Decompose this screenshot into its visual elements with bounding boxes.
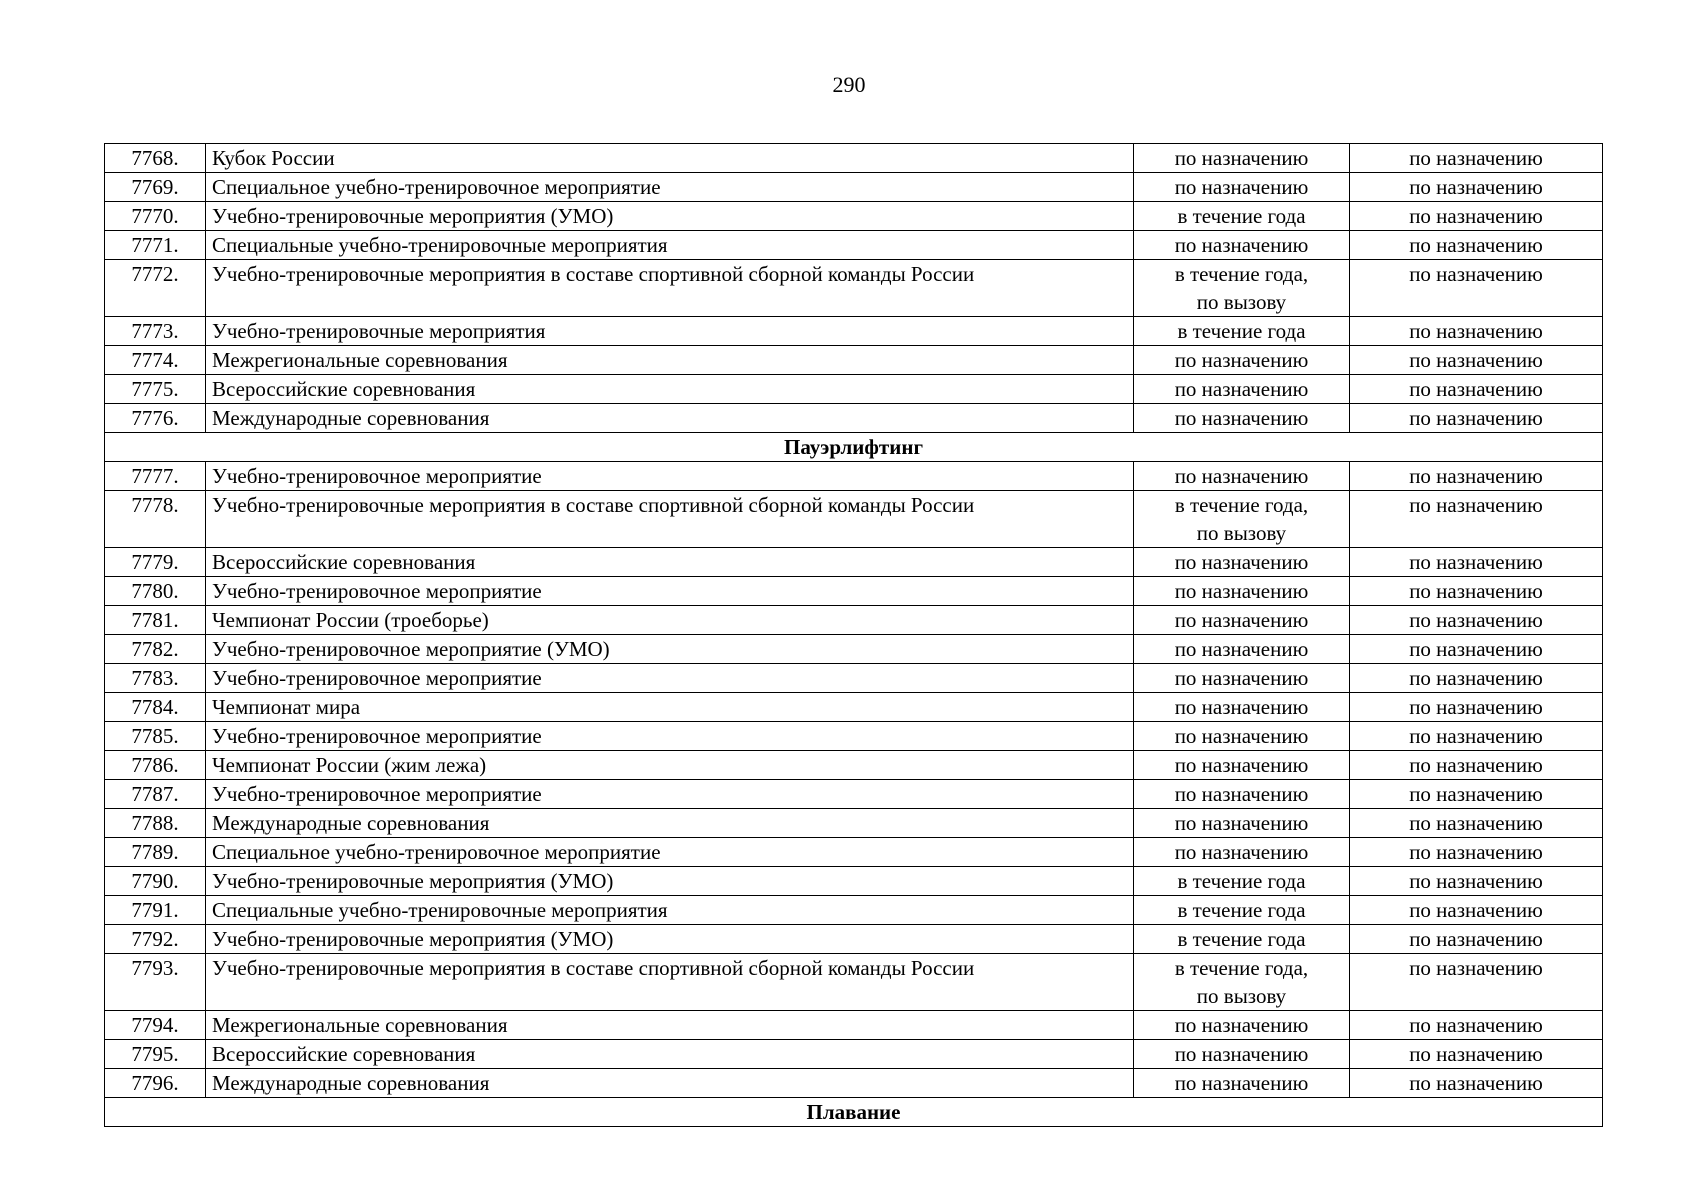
table-row [105,346,1603,375]
event-name: Учебно-тренировочные мероприятия [206,317,1134,346]
event-time: по назначению [1134,751,1350,780]
event-time-line: в течение года, [1174,493,1309,517]
event-place: по назначению [1350,896,1603,925]
table-row [105,635,1603,664]
event-place: по назначению [1350,1011,1603,1040]
event-time: по назначению [1134,693,1350,722]
table-row [105,751,1603,780]
row-number: 7792. [105,925,206,954]
row-number: 7788. [105,809,206,838]
event-name: Учебно-тренировочное мероприятие [206,780,1134,809]
table-row [105,548,1603,577]
event-name: Международные соревнования [206,1069,1134,1098]
event-name: Учебно-тренировочное мероприятие [206,577,1134,606]
row-number: 7785. [105,722,206,751]
event-time: по назначению [1134,173,1350,202]
row-number: 7787. [105,780,206,809]
row-number: 7790. [105,867,206,896]
event-name: Учебно-тренировочное мероприятие (УМО) [206,635,1134,664]
event-time: по назначению [1134,780,1350,809]
event-place: по назначению [1350,404,1603,433]
event-name: Специальные учебно-тренировочные мероприятия [206,896,1134,925]
table-row [105,260,1603,317]
section-title: Плавание [105,1098,1603,1127]
event-place: по назначению [1350,925,1603,954]
row-number: 7775. [105,375,206,404]
event-name: Учебно-тренировочное мероприятие [206,462,1134,491]
table-row [105,606,1603,635]
event-place: по назначению [1350,231,1603,260]
event-place: по назначению [1350,462,1603,491]
table-row [105,375,1603,404]
event-place: по назначению [1350,809,1603,838]
event-time: по назначению [1134,346,1350,375]
row-number: 7771. [105,231,206,260]
event-name: Учебно-тренировочное мероприятие [206,722,1134,751]
event-name: Чемпионат России (жим лежа) [206,751,1134,780]
event-name: Учебно-тренировочные мероприятия в составе спортивной сборной команды России [206,954,1134,1011]
event-place: по назначению [1350,954,1603,1011]
table-row [105,404,1603,433]
table-row [105,664,1603,693]
event-name: Учебно-тренировочные мероприятия в составе спортивной сборной команды России [206,491,1134,548]
event-name: Всероссийские соревнования [206,375,1134,404]
event-place: по назначению [1350,838,1603,867]
event-time: по назначению [1134,462,1350,491]
event-place: по назначению [1350,577,1603,606]
event-place: по назначению [1350,693,1603,722]
section-header-row [105,433,1603,462]
table-row [105,780,1603,809]
event-time [1134,954,1350,1011]
event-name: Межрегиональные соревнования [206,346,1134,375]
event-place: по назначению [1350,722,1603,751]
event-place: по назначению [1350,375,1603,404]
table-row [105,231,1603,260]
event-time-line: по вызову [1196,984,1287,1008]
row-number: 7791. [105,896,206,925]
event-time-line: по вызову [1196,290,1287,314]
event-time: по назначению [1134,635,1350,664]
table-row [105,838,1603,867]
table-row [105,693,1603,722]
event-time: по назначению [1134,231,1350,260]
row-number: 7768. [105,144,206,173]
table-row [105,867,1603,896]
row-number: 7777. [105,462,206,491]
event-time: в течение года [1134,867,1350,896]
row-number: 7780. [105,577,206,606]
table-row [105,173,1603,202]
event-time [1134,491,1350,548]
event-place: по назначению [1350,317,1603,346]
event-place: по назначению [1350,173,1603,202]
event-time: по назначению [1134,664,1350,693]
event-name: Международные соревнования [206,809,1134,838]
row-number: 7781. [105,606,206,635]
table-row [105,722,1603,751]
event-place: по назначению [1350,491,1603,548]
row-number: 7783. [105,664,206,693]
event-time-line: в течение года, [1174,956,1309,980]
event-place: по назначению [1350,780,1603,809]
table-row [105,317,1603,346]
table-row [105,144,1603,173]
events-table [104,143,1603,1127]
event-place: по назначению [1350,867,1603,896]
row-number: 7776. [105,404,206,433]
row-number: 7789. [105,838,206,867]
table-row [105,1069,1603,1098]
event-time: в течение года [1134,925,1350,954]
row-number: 7786. [105,751,206,780]
row-number: 7794. [105,1011,206,1040]
table-row [105,491,1603,548]
row-number: 7779. [105,548,206,577]
event-name: Учебно-тренировочные мероприятия (УМО) [206,925,1134,954]
section-header-row [105,1098,1603,1127]
event-time: по назначению [1134,1069,1350,1098]
event-time: в течение года [1134,202,1350,231]
row-number: 7782. [105,635,206,664]
event-name: Всероссийские соревнования [206,548,1134,577]
row-number: 7772. [105,260,206,317]
event-time [1134,260,1350,317]
table-row [105,202,1603,231]
event-time: по назначению [1134,606,1350,635]
table-row [105,462,1603,491]
event-name: Чемпионат России (троеборье) [206,606,1134,635]
table-row [105,1040,1603,1069]
table-row [105,1011,1603,1040]
event-place: по назначению [1350,635,1603,664]
event-time: по назначению [1134,404,1350,433]
event-time: по назначению [1134,375,1350,404]
event-place: по назначению [1350,202,1603,231]
event-name: Чемпионат мира [206,693,1134,722]
event-time-line: по вызову [1196,521,1287,545]
row-number: 7770. [105,202,206,231]
row-number: 7795. [105,1040,206,1069]
event-place: по назначению [1350,664,1603,693]
row-number: 7773. [105,317,206,346]
event-name: Учебно-тренировочные мероприятия в составе спортивной сборной команды России [206,260,1134,317]
events-table-body [105,144,1603,1127]
event-place: по назначению [1350,346,1603,375]
event-time: по назначению [1134,838,1350,867]
event-name: Учебно-тренировочное мероприятие [206,664,1134,693]
event-name: Учебно-тренировочные мероприятия (УМО) [206,867,1134,896]
event-time: по назначению [1134,722,1350,751]
table-row [105,954,1603,1011]
row-number: 7793. [105,954,206,1011]
row-number: 7778. [105,491,206,548]
event-name: Международные соревнования [206,404,1134,433]
event-time-line: в течение года, [1174,262,1309,286]
event-name: Межрегиональные соревнования [206,1011,1134,1040]
table-row [105,809,1603,838]
event-time: в течение года [1134,896,1350,925]
event-name: Специальные учебно-тренировочные мероприятия [206,231,1134,260]
row-number: 7796. [105,1069,206,1098]
event-name: Кубок России [206,144,1134,173]
event-time: по назначению [1134,809,1350,838]
event-name: Специальное учебно-тренировочное мероприятие [206,173,1134,202]
event-place: по назначению [1350,1069,1603,1098]
event-place: по назначению [1350,751,1603,780]
section-title: Пауэрлифтинг [105,433,1603,462]
row-number: 7774. [105,346,206,375]
event-place: по назначению [1350,606,1603,635]
event-time: по назначению [1134,548,1350,577]
event-place: по назначению [1350,144,1603,173]
event-time: по назначению [1134,1040,1350,1069]
event-place: по назначению [1350,1040,1603,1069]
event-time: по назначению [1134,577,1350,606]
row-number: 7784. [105,693,206,722]
event-name: Специальное учебно-тренировочное мероприятие [206,838,1134,867]
event-place: по назначению [1350,548,1603,577]
event-time: по назначению [1134,144,1350,173]
event-time: в течение года [1134,317,1350,346]
event-place: по назначению [1350,260,1603,317]
event-name: Всероссийские соревнования [206,1040,1134,1069]
event-time: по назначению [1134,1011,1350,1040]
table-row [105,896,1603,925]
row-number: 7769. [105,173,206,202]
event-name: Учебно-тренировочные мероприятия (УМО) [206,202,1134,231]
table-row [105,925,1603,954]
table-row [105,577,1603,606]
page-number: 290 [832,72,866,97]
